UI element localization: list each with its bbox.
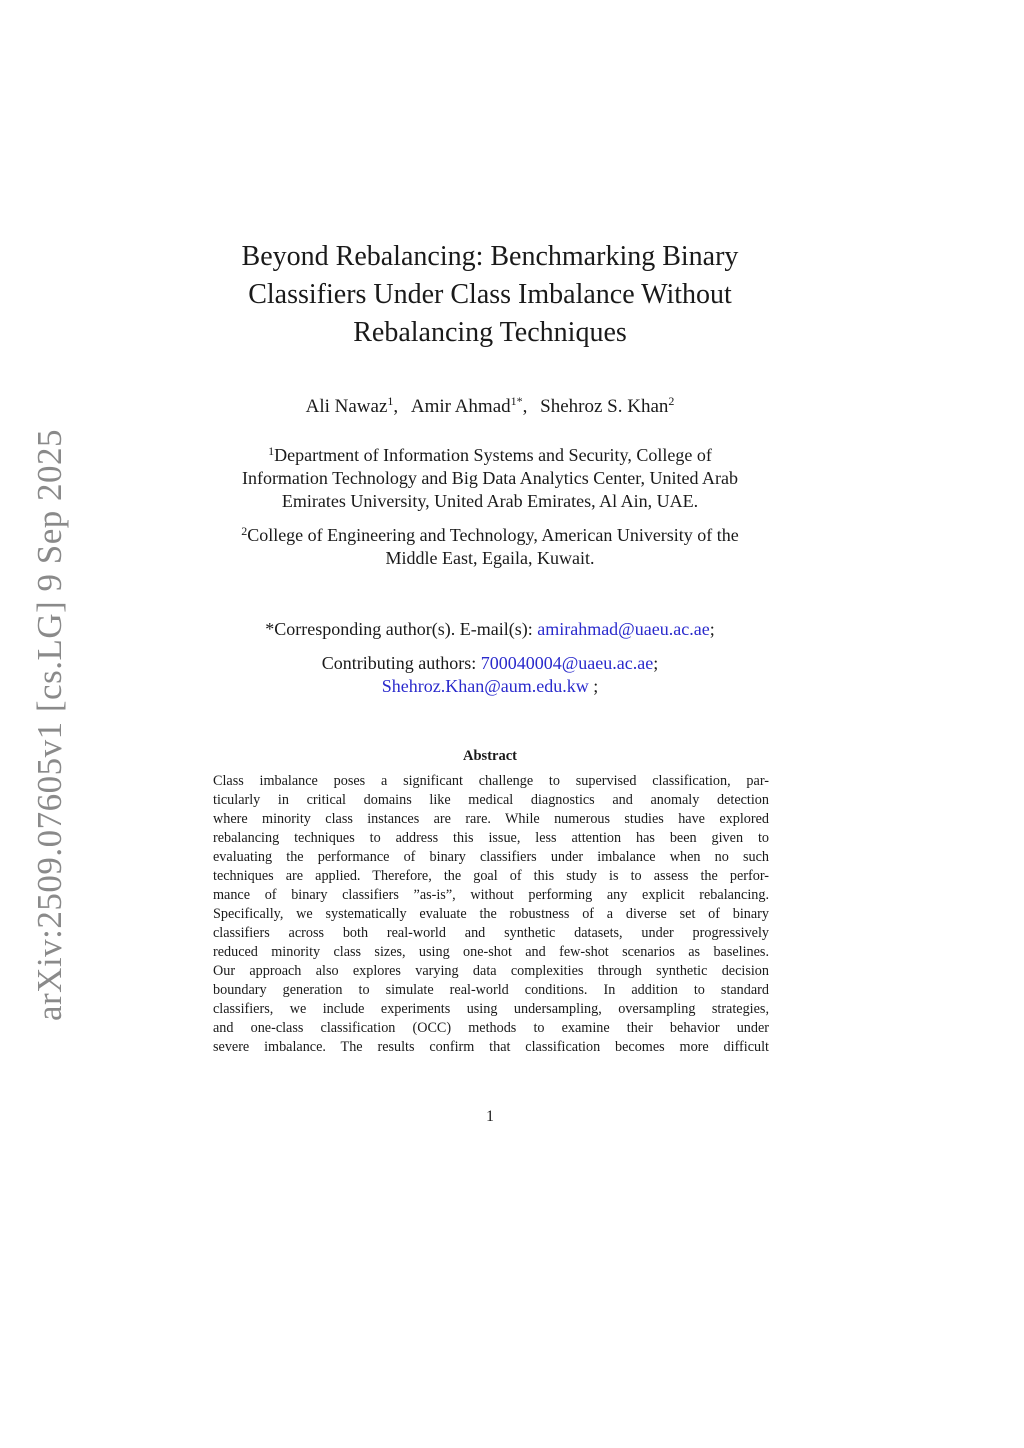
corresponding-author: *Corresponding author(s). E-mail(s): amirahmad@uaeu.ac.ae; xyxy=(265,619,715,639)
corresponding-label: *Corresponding author(s). E-mail(s): xyxy=(265,619,533,639)
abstract-line: boundary generation to simulate real-world conditions. In addition to standard xyxy=(213,982,769,998)
abstract-line: techniques are applied. Therefore, the goal of this study is to assess the perfor- xyxy=(213,868,769,884)
author-affiliation-mark: 1* xyxy=(510,394,523,408)
affiliation-line: Emirates University, United Arab Emirates, Al Ain, UAE. xyxy=(281,491,699,511)
abstract-line: severe imbalance. The results confirm that classification becomes more difficult xyxy=(213,1039,769,1055)
contributing-line: Contributing authors: 700040004@uaeu.ac.ae; xyxy=(321,653,659,673)
abstract-body xyxy=(213,772,769,1057)
abstract-line: and one-class classification (OCC) methods to examine their behavior under xyxy=(213,1020,769,1036)
affiliation xyxy=(180,520,800,570)
abstract-line: evaluating the performance of binary classifiers under imbalance when no such xyxy=(213,849,769,865)
affiliation-mark: 2 xyxy=(241,524,248,538)
abstract-line: rebalancing techniques to address this issue, less attention has been given to xyxy=(213,830,769,846)
title-line: Beyond Rebalancing: Benchmarking Binary xyxy=(241,241,739,272)
page-number: 1 xyxy=(486,1108,494,1125)
abstract-line: Class imbalance poses a significant challenge to supervised classification, par- xyxy=(213,773,769,789)
contributing-email-link[interactable]: 700040004@uaeu.ac.ae xyxy=(480,653,654,673)
abstract-line: classifiers, we include experiments using undersampling, oversampling strategies, xyxy=(213,1001,769,1017)
contributing-email-link[interactable]: Shehroz.Khan@aum.edu.kw xyxy=(381,676,589,696)
corresponding-email-link[interactable]: amirahmad@uaeu.ac.ae xyxy=(537,619,710,639)
title-line: Classifiers Under Class Imbalance Without xyxy=(248,279,732,310)
author-affiliation-mark: 1 xyxy=(387,394,394,408)
affiliation xyxy=(180,440,800,513)
title-line: Rebalancing Techniques xyxy=(353,317,627,348)
author-name: Amir Ahmad xyxy=(410,396,511,417)
affiliation-mark: 1 xyxy=(268,444,275,458)
author-name: Ali Nawaz xyxy=(305,396,388,417)
abstract-line: Specifically, we systematically evaluate the robustness of a diverse set of binary xyxy=(213,906,769,922)
affiliation-line: Middle East, Egaila, Kuwait. xyxy=(385,548,595,568)
author-name: Shehroz S. Khan xyxy=(540,396,669,417)
affiliation-line: Information Technology and Big Data Analytics Center, United Arab xyxy=(241,468,739,488)
abstract-line: Our approach also explores varying data complexities through synthetic decision xyxy=(213,963,769,979)
contributing-line: Shehroz.Khan@aum.edu.kw ; xyxy=(381,676,599,696)
paper-title xyxy=(190,238,790,352)
author-list xyxy=(0,394,980,418)
abstract-line: where minority class instances are rare. While numerous studies have explored xyxy=(213,811,769,827)
abstract-heading: Abstract xyxy=(463,748,517,764)
contributing-label: Contributing authors: xyxy=(321,653,477,673)
affiliation-line: $^1$Department of Information Systems and Security, College of xyxy=(268,444,712,465)
abstract-line: ticularly in critical domains like medical diagnostics and anomaly detection xyxy=(213,792,769,808)
affiliation-line: $^2$College of Engineering and Technology, American University of the xyxy=(241,524,739,545)
author xyxy=(540,396,674,417)
contributing-authors xyxy=(180,652,800,698)
author-affiliation-mark: 2 xyxy=(668,394,675,408)
abstract-line: mance of binary classifiers ”as-is”, without performing any explicit rebalancing. xyxy=(213,887,769,903)
abstract-line: classifiers across both real-world and synthetic datasets, under progressively xyxy=(213,925,769,941)
abstract-line: reduced minority class sizes, using one-shot and few-shot scenarios as baselines. xyxy=(213,944,769,960)
author: Ali Nawaz$^1$, xyxy=(305,394,399,417)
arxiv-identifier-stamp: arXiv:2509.07605v1 [cs.LG] 9 Sep 2025 xyxy=(30,428,69,1022)
author: Amir Ahmad$^{1*}$, xyxy=(410,394,528,417)
